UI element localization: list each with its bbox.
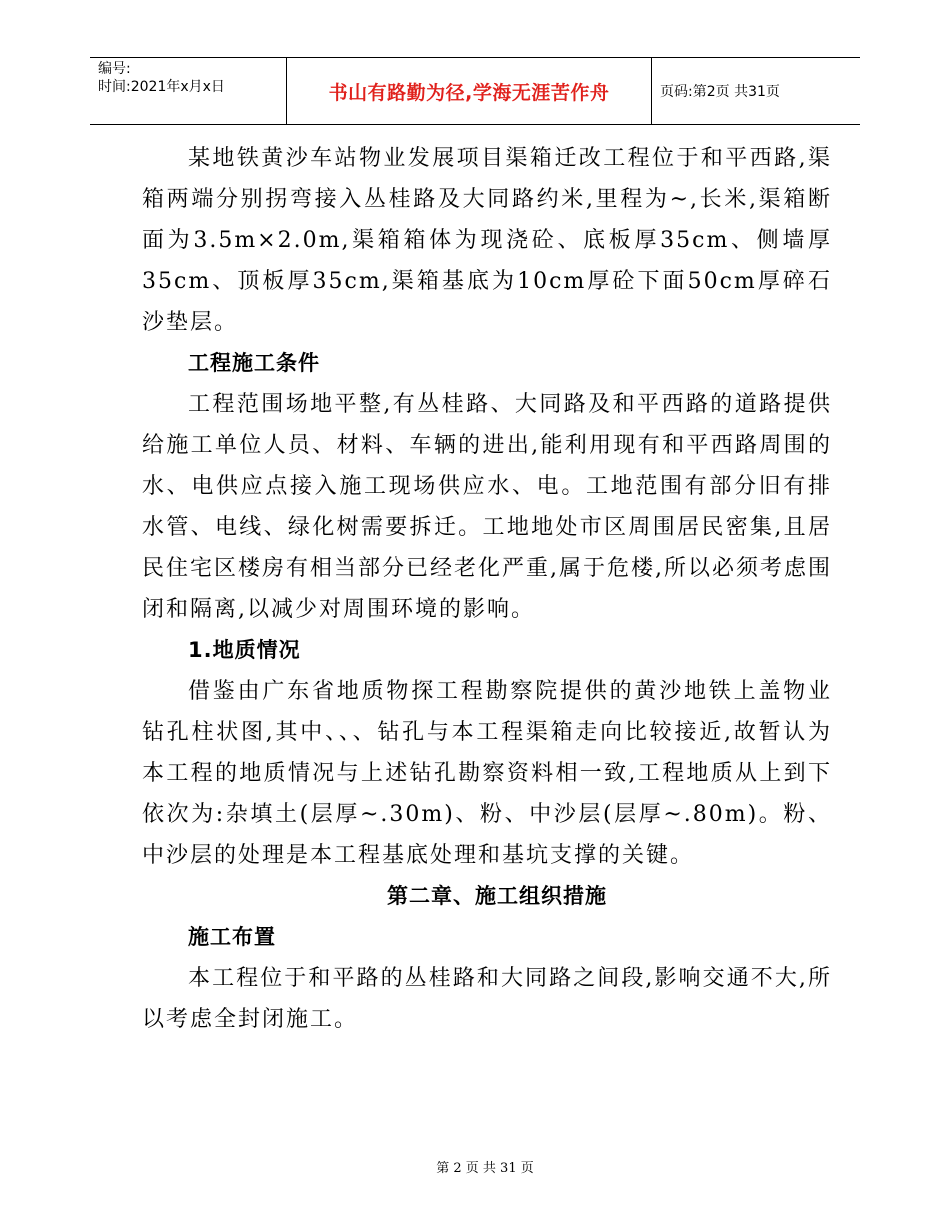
paragraph-construction-conditions: 工程范围场地平整,有丛桂路、大同路及和平西路的道路提供给施工单位人员、材料、车辆的进出,能利用现有和平西路周围的水、电供应点接入施工现场供应水、电。工地范围有部分旧有排水管、电线、绿化树需要拆迁。工地地处市区周围居民密集,且居民住宅区楼房有相当部分已经老化严重,属于危楼,所以必须考虑围闭和隔离,以减少对周围环境的影响。 bbox=[142, 392, 832, 622]
page-footer: 第 2 页 共 31 页 bbox=[436, 1161, 534, 1176]
header-page-info: 页码:第2页 共31页 bbox=[660, 84, 780, 100]
document-body bbox=[142, 138, 832, 1040]
document-number-label: 编号: bbox=[98, 61, 131, 77]
paragraph-layout: 本工程位于和平路的丛桂路和大同路之间段,影响交通不大,所以考虑全封闭施工。 bbox=[142, 966, 832, 1032]
document-time-label: 时间:2021年x月x日 bbox=[98, 79, 225, 95]
document-header bbox=[90, 57, 860, 125]
paragraph-geology: 借鉴由广东省地质物探工程勘察院提供的黄沙地铁上盖物业钻孔柱状图,其中、、、钻孔与本工程渠箱走向比较接近,故暂认为本工程的地质情况与上述钻孔勘察资料相一致,工程地质从上到下依次为:杂填土(层厚~.30m)、粉、中沙层(层厚~.80m)。粉、中沙层的处理是本工程基底处理和基坑支撑的关键。 bbox=[142, 679, 832, 868]
header-motto: 书山有路勤为径,学海无涯苦作舟 bbox=[328, 81, 610, 104]
chapter-title: 第二章、施工组织措施 bbox=[387, 884, 607, 908]
header-meta bbox=[98, 60, 284, 96]
section-heading-geology: 1.地质情况 bbox=[188, 638, 301, 662]
paragraph-project-overview: 某地铁黄沙车站物业发展项目渠箱迁改工程位于和平西路,渠箱两端分别拐弯接入丛桂路及大同路约米,里程为~,长米,渠箱断面为3.5m×2.0m,渠箱箱体为现浇砼、底板厚35cm、侧墙厚35cm、顶板厚35cm,渠箱基底为10cm厚砼下面50cm厚碎石沙垫层。 bbox=[142, 146, 832, 335]
section-heading-construction-conditions: 工程施工条件 bbox=[188, 351, 320, 375]
section-heading-layout: 施工布置 bbox=[188, 925, 276, 949]
